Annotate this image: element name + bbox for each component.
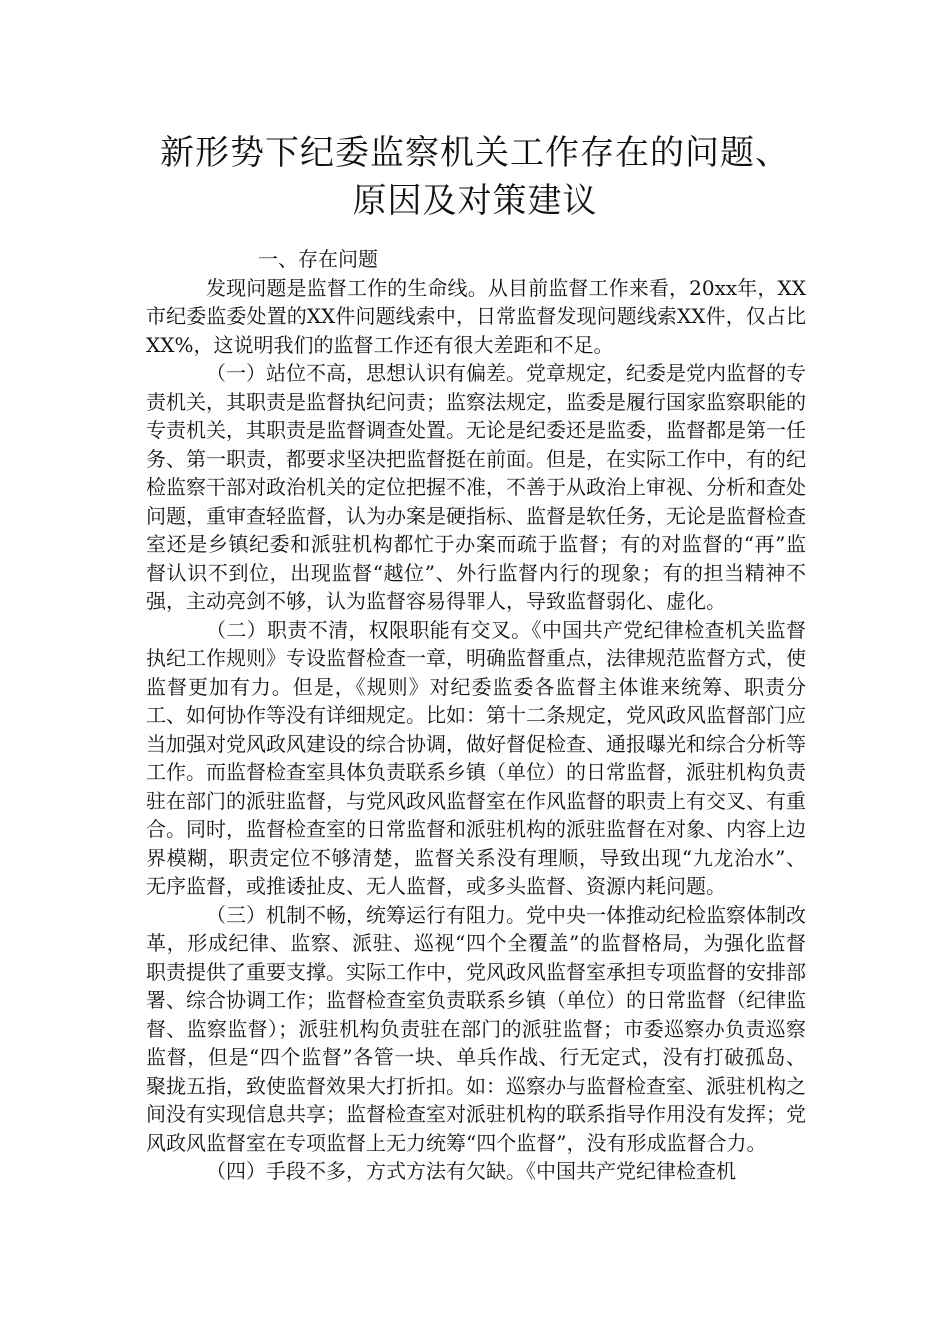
paragraph-point-2: （二）职责不清，权限职能有交叉。《中国共产党纪律检查机关监督执纪工作规则》专设监督检查一章，明确监督重点，法律规范监督方式，使监督更加有力。但是，《规则》对纪委监委各监督主体谁来统筹、职责分工、如何协作等没有详细规定。比如：第十二条规定，党风政风监督部门应当加强对党风政风建设的综合协调，做好督促检查、通报曝光和综合分析等工作。而监督检查室具体负责联系乡镇（单位）的日常监督，派驻机构负责驻在部门的派驻监督，与党风政风监督室在作风监督的职责上有交叉、有重合。同时，监督检查室的日常监督和派驻机构的派驻监督在对象、内容上边界模糊，职责定位不够清楚，监督关系没有理顺，导致出现“九龙治水”、无序监督，或推诿扯皮、无人监督，或多头监督、资源内耗问题。 xyxy=(146,617,806,898)
document-body xyxy=(146,245,806,1186)
paragraph-point-1: （一）站位不高，思想认识有偏差。党章规定，纪委是党内监督的专责机关，其职责是监督执纪问责；监察法规定，监委是履行国家监察职能的专责机关，其职责是监督调查处置。无论是纪委还是监委，监督都是第一任务、第一职责，都要求坚决把监督挺在前面。但是，在实际工作中，有的纪检监察干部对政治机关的定位把握不准，不善于从政治上审视、分析和查处问题，重审查轻监督，认为办案是硬指标、监督是软任务，无论是监督检查室还是乡镇纪委和派驻机构都忙于办案而疏于监督；有的对监督的“再”监督认识不到位，出现监督“越位”、外行监督内行的现象；有的担当精神不强，主动亮剑不够，认为监督容易得罪人，导致监督弱化、虚化。 xyxy=(146,361,806,613)
paragraph-intro: 发现问题是监督工作的生命线。从目前监督工作来看，20xx年，XX市纪委监委处置的XX件问题线索中，日常监督发现问题线索XX件，仅占比XX%，这说明我们的监督工作还有很大差距和不足。 xyxy=(146,275,806,357)
paragraph-point-3: （三）机制不畅，统筹运行有阻力。党中央一体推动纪检监察体制改革，形成纪律、监察、派驻、巡视“四个全覆盖”的监督格局，为强化监督职责提供了重要支撑。实际工作中，党风政风监督室承担专项监督的安排部署、综合协调工作；监督检查室负责联系乡镇（单位）的日常监督（纪律监督、监察监督）；派驻机构负责驻在部门的派驻监督；市委巡察办负责巡察监督，但是“四个监督”各管一块、单兵作战、行无定式，没有打破孤岛、聚拢五指，致使监督效果大打折扣。如：巡察办与监督检查室、派驻机构之间没有实现信息共享；监督检查室对派驻机构的联系指导作用没有发挥；党风政风监督室在专项监督上无力统筹“四个监督”，没有形成监督合力。 xyxy=(146,902,806,1155)
paragraph-point-4: （四）手段不多，方式方法有欠缺。《中国共产党纪律检查机 xyxy=(206,1159,736,1183)
document-title-line-2: 原因及对策建议 xyxy=(352,181,598,221)
section-heading: 一、存在问题 xyxy=(258,247,378,271)
document-title-line-1: 新形势下纪委监察机关工作存在的问题、 xyxy=(160,133,790,173)
